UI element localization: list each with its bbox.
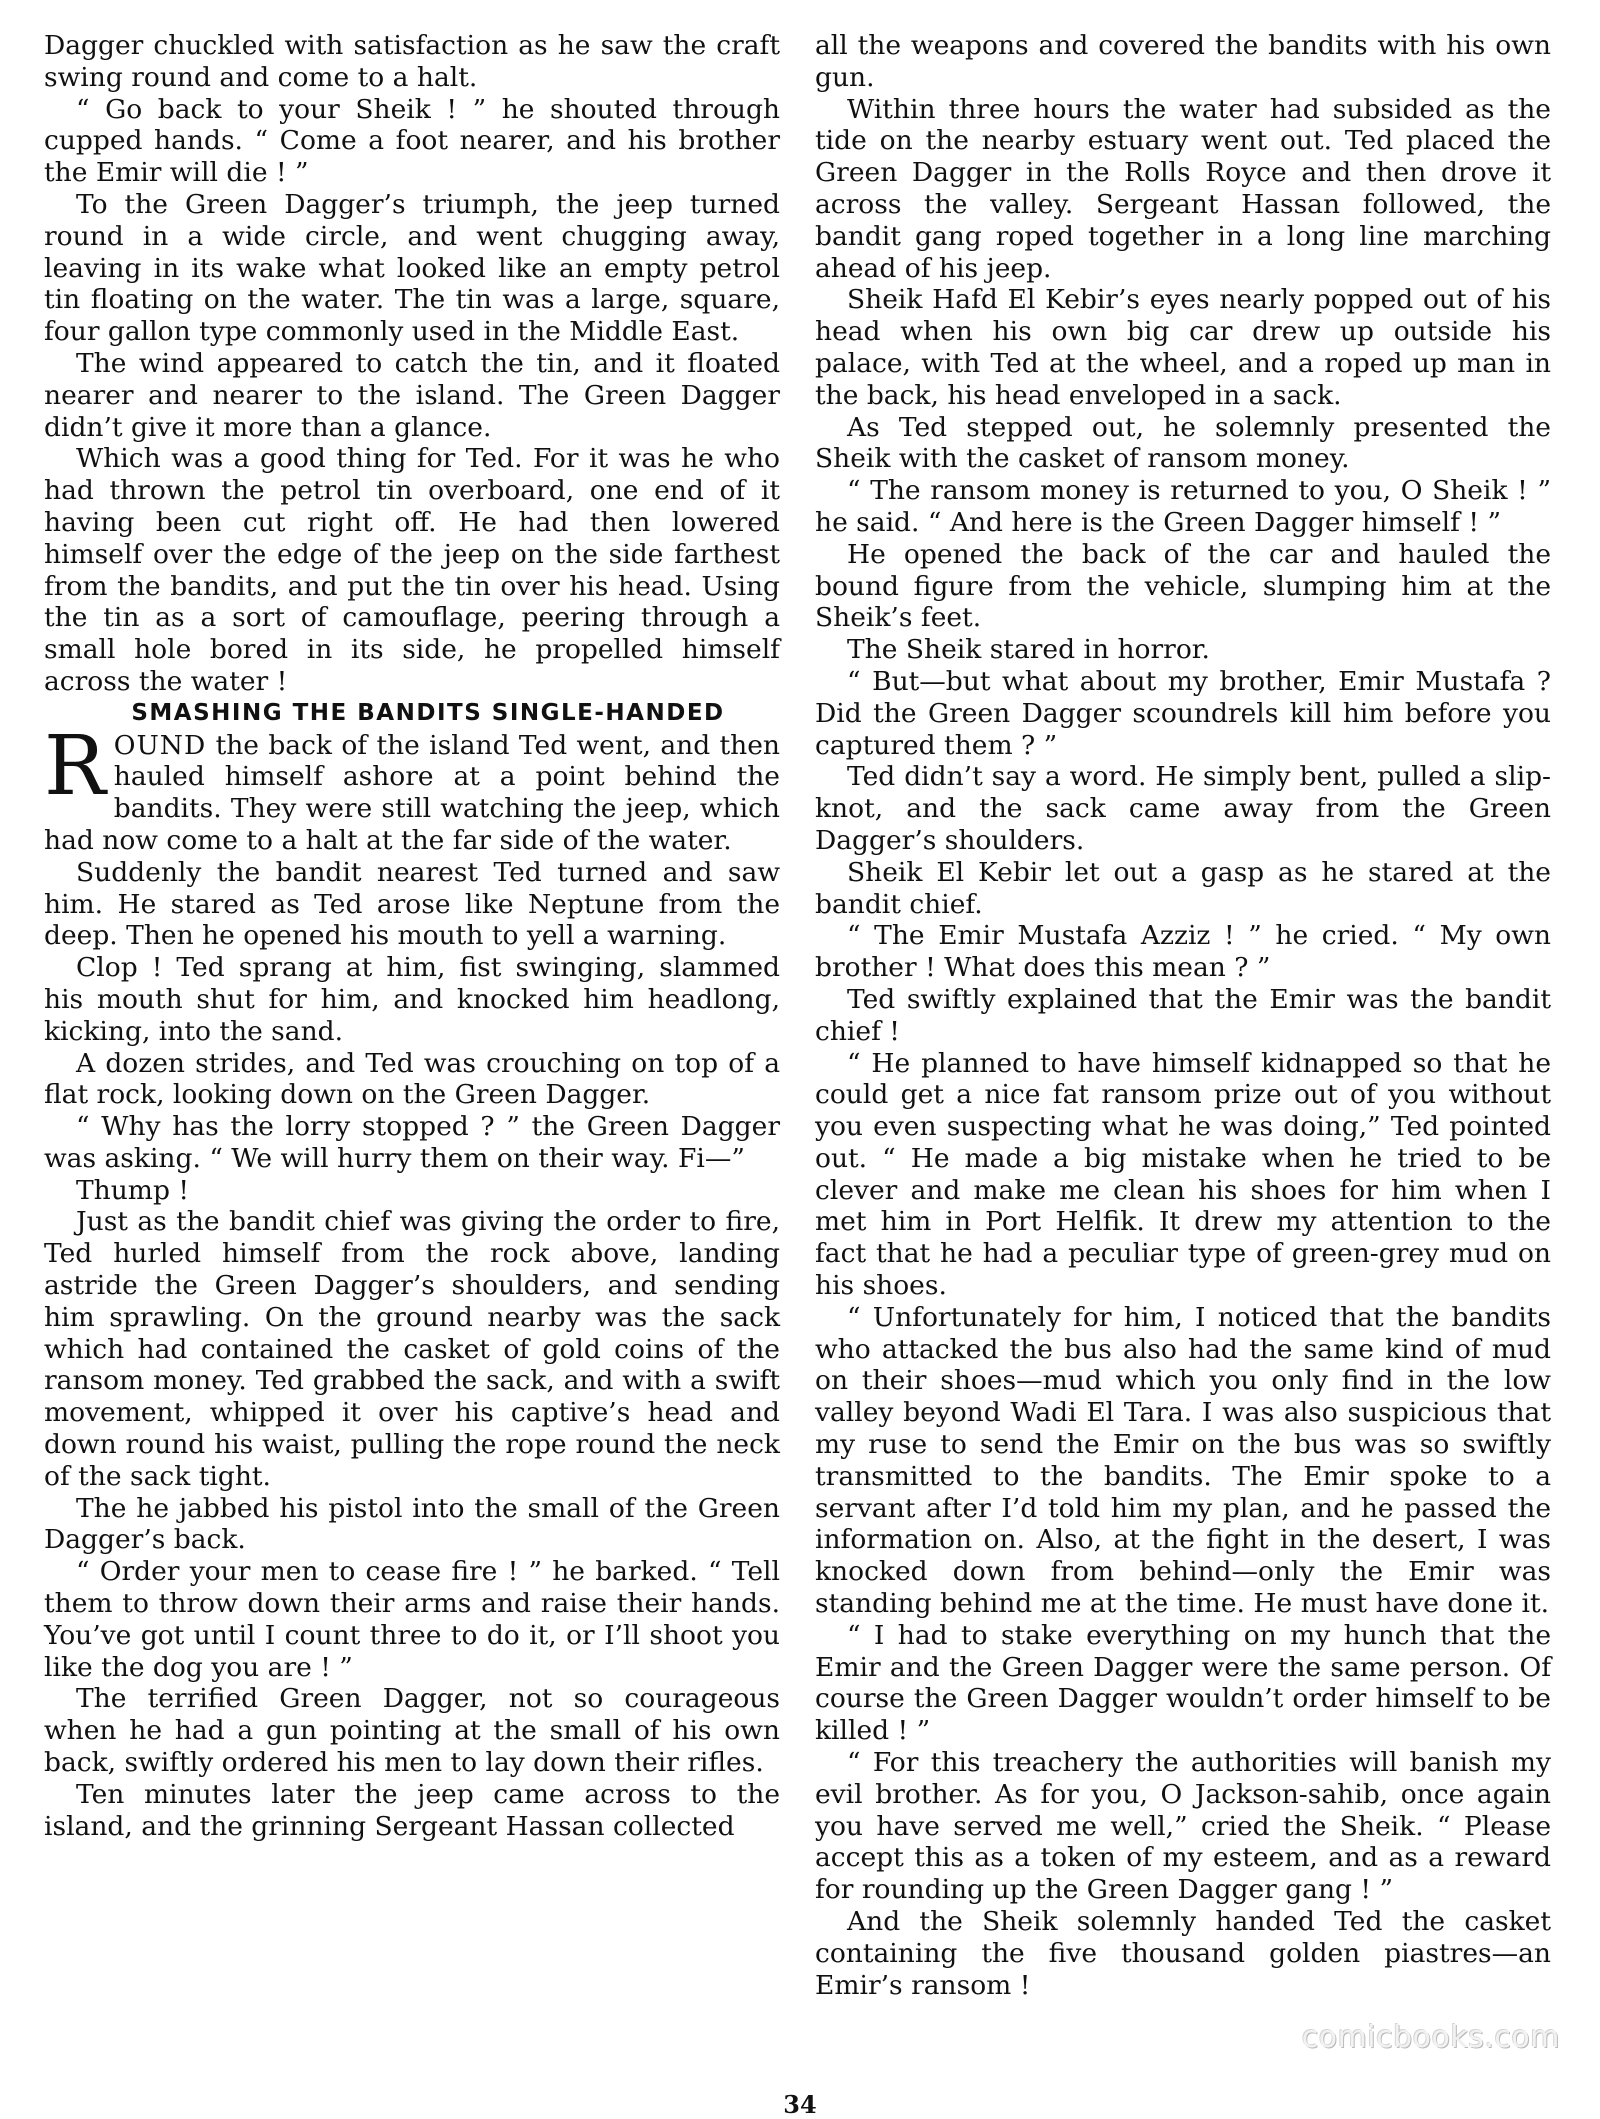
paragraph: “ I had to stake everything on my hunch that the Emir and the Green Dagger were the same person. Of course the Green Dagger wouldn’t order himself to be killed ! ”: [815, 1619, 1551, 1747]
paragraph: Clop ! Ted sprang at him, fist swinging, slammed his mouth shut for him, and knocked him headlong, kicking, into the sand.: [44, 952, 780, 1047]
dropcap-paragraph-text: the back of the island Ted went, and then hauled himself ashore at a point behind the bandits. They were still watching the jeep, which had now come to a halt at the far side of the water.: [44, 729, 780, 856]
paragraph: The Sheik stared in horror.: [847, 634, 1210, 666]
dropcap-paragraph: [44, 718, 780, 857]
paragraph: all the weapons and covered the bandits with his own gun.: [815, 30, 1551, 93]
paragraph: Just as the bandit chief was giving the order to fire, Ted hurled himself from the rock above, landing astride the Green Dagger’s shoulders, and sending him sprawling. On the ground nearby was the sack which had contained the casket of gold coins of the ransom money. Ted grabbed the sack, and with a swift movement, whipped it over his captive’s head and down round his waist, pulling the rope round the neck of the sack tight.: [44, 1206, 780, 1492]
paragraph: Ten minutes later the jeep came across to the island, and the grinning Sergeant Hassan collected: [44, 1778, 780, 1842]
page-number: 34: [783, 2090, 817, 2119]
drop-cap-letter: R: [44, 718, 106, 814]
watermark: comicbooks.com: [1301, 2020, 1560, 2055]
paragraph: Sheik El Kebir let out a gasp as he stared at the bandit chief.: [815, 856, 1551, 920]
paragraph: Which was a good thing for Ted. For it was he who had thrown the petrol tin overboard, one end of it having been cut right off. He had then lowered himself over the edge of the jeep on the side farthest from the bandits, and put the tin over his head. Using the tin as a sort of camouflage, peering through a small hole bored in its side, he propelled himself across the water !: [44, 443, 780, 697]
paragraph: Dagger chuckled with satisfaction as he saw the craft swing round and come to a halt.: [44, 30, 780, 93]
paragraph: And the Sheik solemnly handed Ted the casket containing the five thousand golden piastres—an Emir’s ransom !: [815, 1906, 1551, 2001]
paragraph: Thump !: [76, 1174, 189, 1206]
left-column: [44, 30, 780, 1842]
paragraph: The wind appeared to catch the tin, and it floated nearer and nearer to the island. The Green Dagger didn’t give it more than a glance.: [44, 347, 780, 443]
paragraph: The terrified Green Dagger, not so courageous when he had a gun pointing at the small of his own back, swiftly ordered his men to lay down their rifles.: [44, 1683, 780, 1779]
paragraph: A dozen strides, and Ted was crouching on top of a flat rock, looking down on the Green Dagger.: [44, 1047, 780, 1111]
paragraph: The he jabbed his pistol into the small of the Green Dagger’s back.: [44, 1492, 780, 1556]
right-column: [815, 30, 1551, 2001]
drop-cap-continuation: OUND: [113, 729, 207, 761]
paragraph: As Ted stepped out, he solemnly presented the Sheik with the casket of ransom money.: [815, 411, 1551, 475]
paragraph: “ He planned to have himself kidnapped so that he could get a nice fat ransom prize out of you without you even suspecting what he was doing,” Ted pointed out. “ He made a big mistake when he tried to be clever and make me clean his shoes for him when I met him in Port Helfik. It drew my attention to the fact that he had a peculiar type of green-grey mud on his shoes.: [815, 1047, 1551, 1302]
paragraph: “ Order your men to cease fire ! ” he barked. “ Tell them to throw down their arms and raise their hands. You’ve got until I count three to do it, or I’ll shoot you like the dog you are ! ”: [44, 1556, 780, 1683]
paragraph: “ The ransom money is returned to you, O Sheik ! ” he said. “ And here is the Green Dagger himself ! ”: [815, 475, 1551, 538]
paragraph: To the Green Dagger’s triumph, the jeep turned round in a wide circle, and went chugging away, leaving in its wake what looked like an empty petrol tin floating on the water. The tin was a large, square, four gallon type commonly used in the Middle East.: [44, 188, 780, 348]
paragraph: Ted swiftly explained that the Emir was the bandit chief !: [815, 983, 1551, 1047]
paragraph: Ted didn’t say a word. He simply bent, pulled a slip-knot, and the sack came away from the Green Dagger’s shoulders.: [815, 761, 1551, 856]
paragraph: “ The Emir Mustafa Azziz ! ” he cried. “ My own brother ! What does this mean ? ”: [815, 920, 1551, 984]
paragraph: “ But—but what about my brother, Emir Mustafa ? Did the Green Dagger scoundrels kill him before you captured them ? ”: [815, 665, 1551, 761]
paragraph: “ Go back to your Sheik ! ” he shouted through cupped hands. “ Come a foot nearer, and his brother the Emir will die ! ”: [44, 93, 780, 189]
paragraph: Within three hours the water had subsided as the tide on the nearby estuary went out. Ted placed the Green Dagger in the Rolls Royce and then drove it across the valley. Sergeant Hassan followed, the bandit gang roped together in a long line marching ahead of his jeep.: [815, 93, 1551, 284]
paragraph: “ For this treachery the authorities will banish my evil brother. As for you, O Jackson-sahib, once again you have served me well,” cried the Sheik. “ Please accept this as a token of my esteem, and as a reward for rounding up the Green Dagger gang ! ”: [815, 1747, 1551, 1906]
paragraph: He opened the back of the car and hauled the bound figure from the vehicle, slumping him at the Sheik’s feet.: [815, 538, 1551, 634]
paragraph: Suddenly the bandit nearest Ted turned and saw him. He stared as Ted arose like Neptune from the deep. Then he opened his mouth to yell a warning.: [44, 856, 780, 952]
section-heading: SMASHING THE BANDITS SINGLE-HANDED: [131, 699, 725, 726]
paragraph: Sheik Hafd El Kebir’s eyes nearly popped out of his head when his own big car drew up outside his palace, with Ted at the wheel, and a roped up man in the back, his head enveloped in a sack.: [815, 284, 1551, 411]
paragraph: “ Why has the lorry stopped ? ” the Green Dagger was asking. “ We will hurry them on their way. Fi—”: [44, 1111, 780, 1174]
paragraph: “ Unfortunately for him, I noticed that the bandits who attacked the bus also had the same kind of mud on their shoes—mud which you only find in the low valley beyond Wadi El Tara. I was also suspicious that my ruse to send the Emir on the bus was so swiftly transmitted to the bandits. The Emir spoke to a servant after I’d told him my plan, and he passed the information on. Also, at the fight in the desert, I was knocked down from behind—only the Emir was standing behind me at the time. He must have done it.: [815, 1301, 1551, 1620]
